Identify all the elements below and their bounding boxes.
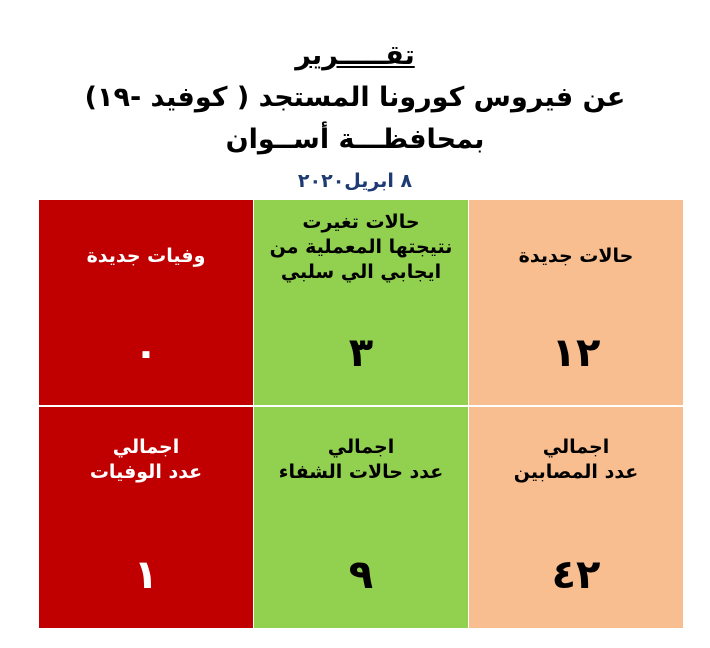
total-infected-label-line: عدد المصابين	[513, 461, 639, 483]
total-deaths-value: ١	[133, 552, 159, 598]
total-deaths-label-line: عدد الوفيات	[89, 461, 203, 483]
report-title: تقـــــرير	[295, 40, 415, 71]
total-recovered-value: ٩	[348, 552, 374, 598]
converted-cases-label	[254, 210, 468, 285]
report-location: بمحافظـــة أســوان	[225, 124, 485, 155]
converted-cases-cell	[254, 200, 468, 405]
converted-cases-label-line: نتيجتها المعملية من	[269, 236, 453, 258]
statistics-grid	[39, 200, 683, 628]
new-cases-label-line: حالات جديدة	[518, 245, 634, 267]
new-cases-cell	[469, 200, 683, 405]
converted-cases-value: ٣	[348, 330, 374, 376]
total-infected-cell	[469, 407, 683, 628]
total-deaths-label-line: اجمالي	[112, 436, 180, 458]
new-deaths-label-line: وفيات جديدة	[86, 245, 206, 267]
new-deaths-cell	[39, 200, 253, 405]
total-deaths-label	[39, 435, 253, 485]
total-recovered-label-line: عدد حالات الشفاء	[278, 461, 444, 483]
total-infected-value: ٤٢	[551, 552, 601, 598]
new-cases-value: ١٢	[551, 330, 601, 376]
new-deaths-value: ٠	[133, 330, 159, 376]
total-infected-label-line: اجمالي	[542, 436, 610, 458]
new-deaths-label	[39, 244, 253, 269]
total-deaths-cell	[39, 407, 253, 628]
total-recovered-cell	[254, 407, 468, 628]
converted-cases-label-line: ايجابي الي سلبي	[280, 261, 442, 283]
total-recovered-label	[254, 435, 468, 485]
report-date: ٨ ابريل٢٠٢٠	[297, 170, 413, 192]
report-subtitle: عن فيروس كورونا المستجد ( كوفيد -١٩)	[84, 82, 626, 113]
total-infected-label	[469, 435, 683, 485]
total-recovered-label-line: اجمالي	[327, 436, 395, 458]
new-cases-label	[469, 244, 683, 269]
converted-cases-label-line: حالات تغيرت	[302, 211, 420, 233]
